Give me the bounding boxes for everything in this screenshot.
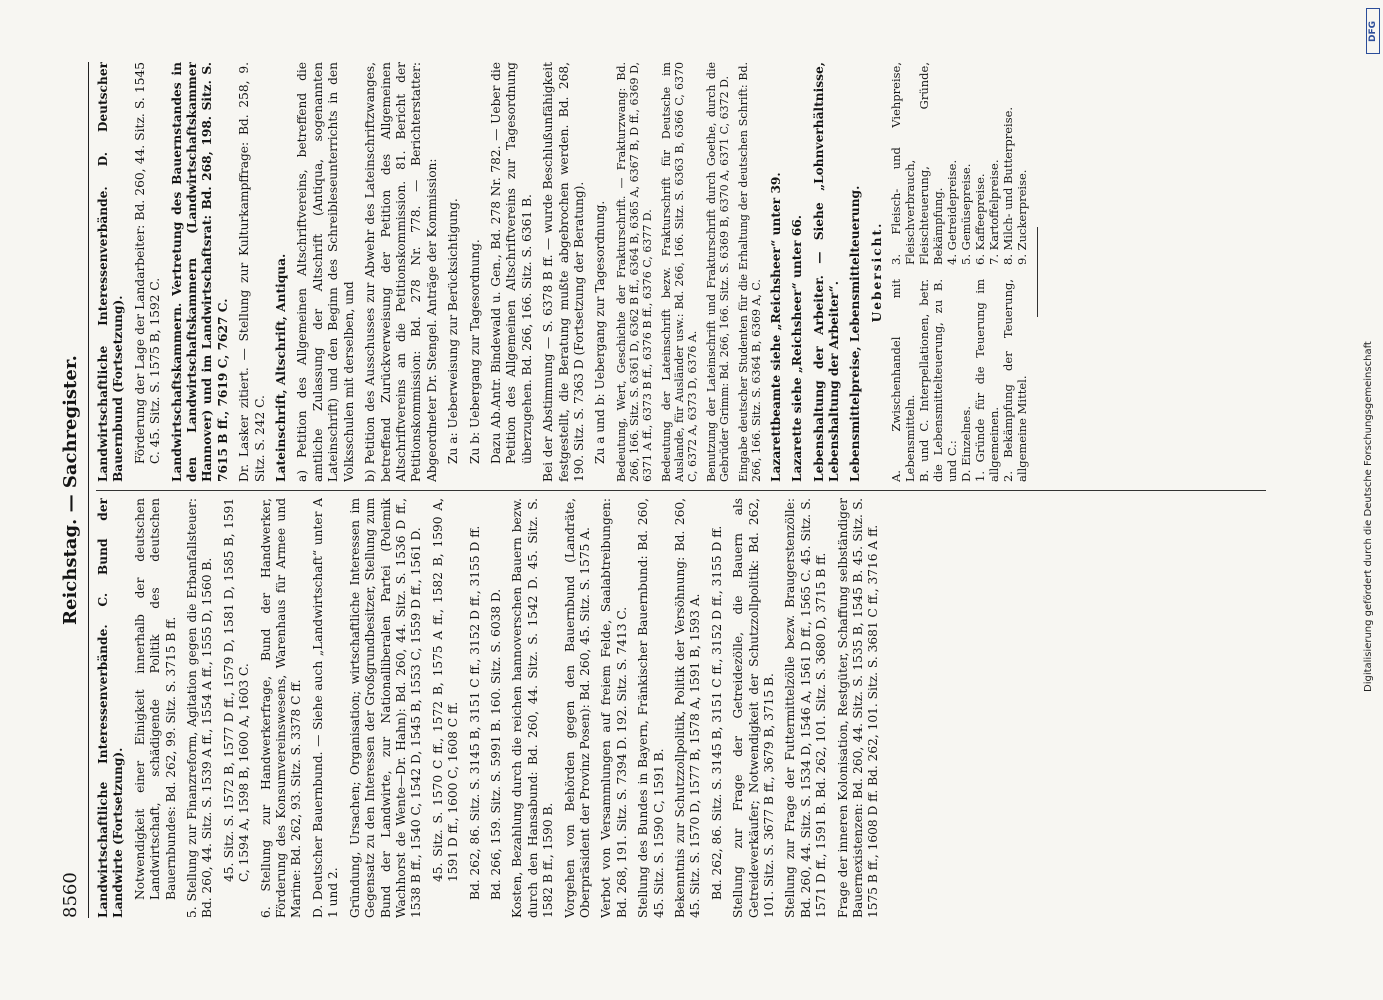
overview-item: 3. Fleisch- und Viehpreise, Fleischverbrauch, Fleischteuerung, Gründe, Bekämpfung. [889, 62, 946, 265]
entry-heading: Landwirtschaftliche Interessenverbände. D. Deutscher Bauernbund (Fortsetzung). [96, 62, 126, 482]
end-rule [1037, 227, 1038, 317]
page-title: Reichstag. — Sachregister. [60, 355, 81, 625]
index-entry: Bekenntnis zur Schutzzollpolitik, Politik der Versöhnung: Bd. 260, 45. Sitz. S. 1570 D, 1577 B, 1578 A, 1591 B, 1593 A. [673, 498, 703, 918]
index-entry: Dazu Ab.Antr. Bindewald u. Gen., Bd. 278 Nr. 782. — Ueber die Petition des Allgemeinen Altschriftvereins zur Tagesordnung überzugehen. Bd. 266, 166. Sitz. S. 6361 B. [488, 62, 534, 464]
entry-heading: Lazarettbeamte siehe „Reichsheer“ unter 39. [768, 172, 783, 482]
index-entry: Frage der inneren Kolonisation, Restgüter, Schaffung selbständiger Bauernexistenzen: Bd. 260, 44. Sitz. S. 1535 B, 1545 B. 45. Sitz. S. 1575 B ff., 1608 D ff. Bd. 262, 101. Sitz. S. 3681 C ff., 3716 A ff. [835, 498, 881, 918]
index-entry: 45. Sitz. S. 1570 C ff., 1572 B, 1575 A ff., 1582 B, 1590 A, 1591 D ff., 1600 C, 1608 C ff. [430, 498, 461, 882]
index-entry: Bd. 262, 86. Sitz. S. 3145 B, 3151 C ff., 3152 D ff., 3155 D ff. [709, 525, 724, 900]
index-entry: b) Petition des Ausschusses zur Abwehr des Lateinschriftzwanges, betreffend Zurückverweisung der Petition des Allgemeinen Altschriftvereins an die Petitionskommission. 81. Bericht der Petitionskommission: Bd. 278 Nr. 778. — Berichterstatter: Abgeordneter Dr. Stengel. Anträge der Kommission: [363, 62, 439, 482]
index-entry: Bedeutung der Lateinschrift bezw. Frakturschrift für Deutsche im Auslande, für Ausländer usw.: Bd. 266, 166. Sitz. S. 6363 B, 6366 C, 6370 C, 6372 A, 6373 D, 6376 A. [659, 62, 699, 482]
header-rule [88, 62, 89, 918]
entry-heading: Landwirtschaftskammern. Vertretung des Bauernstandes in den Landwirtschaftskammern (Landwirtschaftskammer Hannover) und im Landwirtschaftsrat: Bd. 268, 198. Sitz. S. 7615 B ff., 7619 C, 7627 C. [169, 62, 230, 482]
index-entry: Notwendigkeit einer Einigkeit innerhalb der deutschen Landwirtschaft, schädigende Politik des deutschen Bauernbundes: Bd. 262, 99. Sitz. S. 3715 B ff. [132, 498, 178, 900]
digitization-note [1356, 8, 1382, 992]
overview-item: 8. Milch- und Butterpreise. [1001, 106, 1016, 265]
entry-heading: Lebensmittelpreise, Lebensmittelteuerung. [848, 185, 863, 482]
index-entry: Bd. 266, 159. Sitz. S. 5991 B. 160. Sitz. S. 6038 D. [488, 588, 503, 900]
entry-heading: Lebenshaltung der Arbeiter. — Siehe „Lohnverhältnisse, Lebenshaltung der Arbeiter“. [811, 62, 841, 482]
index-entry: Zu a: Ueberweisung zur Berücksichtigung. [446, 198, 461, 464]
overview-item: 9. Zuckerpreise. [1015, 169, 1030, 265]
overview-item: 5. Gemüsepreise. [959, 163, 974, 265]
index-entry: 6. Stellung zur Handwerkerfrage, Bund der Handwerker, Förderung des Konsumvereinswesens, Warenhaus für Armee und Marine: Bd. 262, 93. Sitz. S. 3378 C ff. [258, 498, 304, 918]
index-entry: Stellung zur Frage der Getreidezölle, die Bauern als Getreideverkäufer; Notwendigkeit der Schutzzollpolitik: Bd. 262, 101. Sitz. S. 3677 B ff., 3679 B, 3715 B. [731, 498, 777, 918]
overview-item: 2. Bekämpfung der Teuerung, allgemeine Mittel. [1001, 279, 1030, 482]
index-entry: Bei der Abstimmung — S. 6378 B ff. — wurde Beschlußunfähigkeit festgestellt, die Beratung mußte abgebrochen werden. Bd. 268, 190. Sitz. S. 7363 D (Fortsetzung der Beratung). [541, 62, 586, 482]
index-entry: Eingabe deutscher Studenten für die Erhaltung der deutschen Schrift: Bd. 266, 166. Sitz. S. 6364 B, 6369 A, C. [736, 62, 763, 482]
index-entry: Zu a und b: Uebergang zur Tagesordnung. [593, 200, 608, 464]
overview-item: 6. Kaffeepreise. [973, 173, 988, 265]
index-entry: Verbot von Versammlungen auf freiem Felde, Saalabtreibungen: Bd. 268, 191. Sitz. S. 7394 D. 192. Sitz. S. 7413 C. [599, 498, 629, 918]
index-entry: Stellung des Bundes in Bayern, Fränkischer Bauernbund: Bd. 260, 45. Sitz. S. 1590 C, 1591 B. [636, 498, 666, 918]
overview-item: 4. Getreidepreise. [945, 159, 960, 265]
overview-left-list [889, 279, 1029, 482]
overview-list [889, 62, 1029, 482]
overview-heading: Uebersicht. [869, 221, 884, 323]
index-entry: 5. Stellung zur Finanzreform, Agitation gegen die Erbanfallsteuer: Bd. 260, 44. Sitz. S. 1539 A ff., 1554 A ff., 1555 D, 1560 B. [185, 498, 215, 918]
index-entry: Förderung der Lage der Landarbeiter: Bd. 260, 44. Sitz. S. 1545 C. 45. Sitz. S. 1575 B, 1592 C. [132, 62, 163, 464]
digitization-note-text: Digitalisierung gefördert durch die Deutsche Forschungsgemeinschaft [1363, 341, 1374, 692]
overview-item: 7. Kartoffelpreise. [987, 159, 1002, 265]
left-column [96, 498, 1286, 918]
right-column [96, 62, 1286, 482]
index-entry: Stellung zur Frage der Futtermittelzölle bezw. Braugerstenzölle: Bd. 260, 44. Sitz. S. 1534 D, 1546 A, 1561 D ff., 1565 C. 45. Sitz. S. 1571 D ff., 1591 B. Bd. 262, 101. Sitz. S. 3680 D, 3715 B ff. [783, 498, 829, 918]
entry-heading: Lazarette siehe „Reichsheer“ unter 66. [790, 215, 805, 482]
dfg-logo: DFG [1366, 8, 1380, 54]
index-entry: Bd. 262, 86. Sitz. S. 3145 B, 3151 C ff., 3152 D ff., 3155 D ff. [467, 525, 482, 900]
index-entry: D. Deutscher Bauernbund. — Siehe auch „Landwirtschaft“ unter A 1 und 2. [310, 498, 341, 918]
index-entry: Bedeutung, Wert, Geschichte der Frakturschrift. — Frakturzwang: Bd. 266, 166. Sitz. S. 6361 D, 6362 B ff., 6364 B, 6365 A, 6367 B, D ff., 6369 D, 6371 A ff., 6373 B ff., 6376 B ff., 6376 C, 6377 D. [614, 62, 654, 482]
page-number: 8560 [60, 872, 81, 918]
index-entry: Benutzung der Lateinschrift und Frakturschrift durch Goethe, durch die Gebrüder Grimm: Bd. 266, 166. Sitz. S. 6369 B, 6370 A, 6371 C, 6372 D. [704, 62, 731, 482]
index-entry: Dr. Lasker zitiert. — Stellung zur Kulturkampffrage: Bd. 258, 9. Sitz. S. 242 C. [237, 62, 267, 482]
overview-item: D. Einzelnes. [959, 406, 974, 482]
overview-item: 1. Gründe für die Teuerung im allgemeinen. [973, 279, 1002, 482]
index-entry: 45. Sitz. S. 1572 B, 1577 D ff., 1579 D, 1581 D, 1585 B, 1591 C, 1594 A, 1598 B, 1600 A, 1603 C. [221, 498, 252, 882]
overview-right-list [889, 62, 1029, 265]
running-head [56, 62, 90, 918]
entry-heading: Landwirtschaftliche Interessenverbände. C. Bund der Landwirte (Fortsetzung). [96, 498, 126, 918]
overview-item: B. und C. Interpellationen, betr. die Lebensmittelteuerung, zu B. und C.: [917, 279, 960, 482]
index-entry: Zu b: Uebergang zur Tagesordnung. [467, 239, 482, 464]
index-entry: Gründung, Ursachen; Organisation; wirtschaftliche Interessen im Gegensatz zu den Interessen der Großgrundbesitzer, Stellung zum Bund der Landwirte, zur Nationalliberalen Partei (Polemik Wachhorst de Wente—Dr. Hahn): Bd. 260, 44. Sitz. S. 1536 D ff., 1538 B ff., 1540 C, 1542 D, 1545 B, 1553 C, 1559 D ff., 1561 D. [347, 498, 424, 918]
entry-heading: Lateinschrift, Altschrift, Antiqua. [274, 253, 289, 482]
index-entry: Kosten, Bezahlung durch die reichen hannoverschen Bauern bezw. durch den Hansabund: Bd. 260, 44. Sitz. S. 1542 D. 45. Sitz. S. 1582 B ff., 1590 B. [510, 498, 556, 918]
index-entry: Vorgehen von Behörden gegen den Bauernbund (Landräte, Oberpräsident der Provinz Posen): Bd. 260, 45. Sitz. S. 1575 A. [562, 498, 592, 918]
index-entry: a) Petition des Allgemeinen Altschriftvereins, betreffend die amtliche Zulassung der Altschrift (Antiqua, sogenannten Lateinschrift) und den Beginn des Schreibleseunterrichts in den Volksschulen mit derselben, und [295, 62, 356, 482]
column-divider [96, 490, 1266, 491]
overview-item: A. Zwischenhandel mit Lebensmitteln. [889, 279, 918, 482]
rotated-page [50, 50, 1300, 930]
